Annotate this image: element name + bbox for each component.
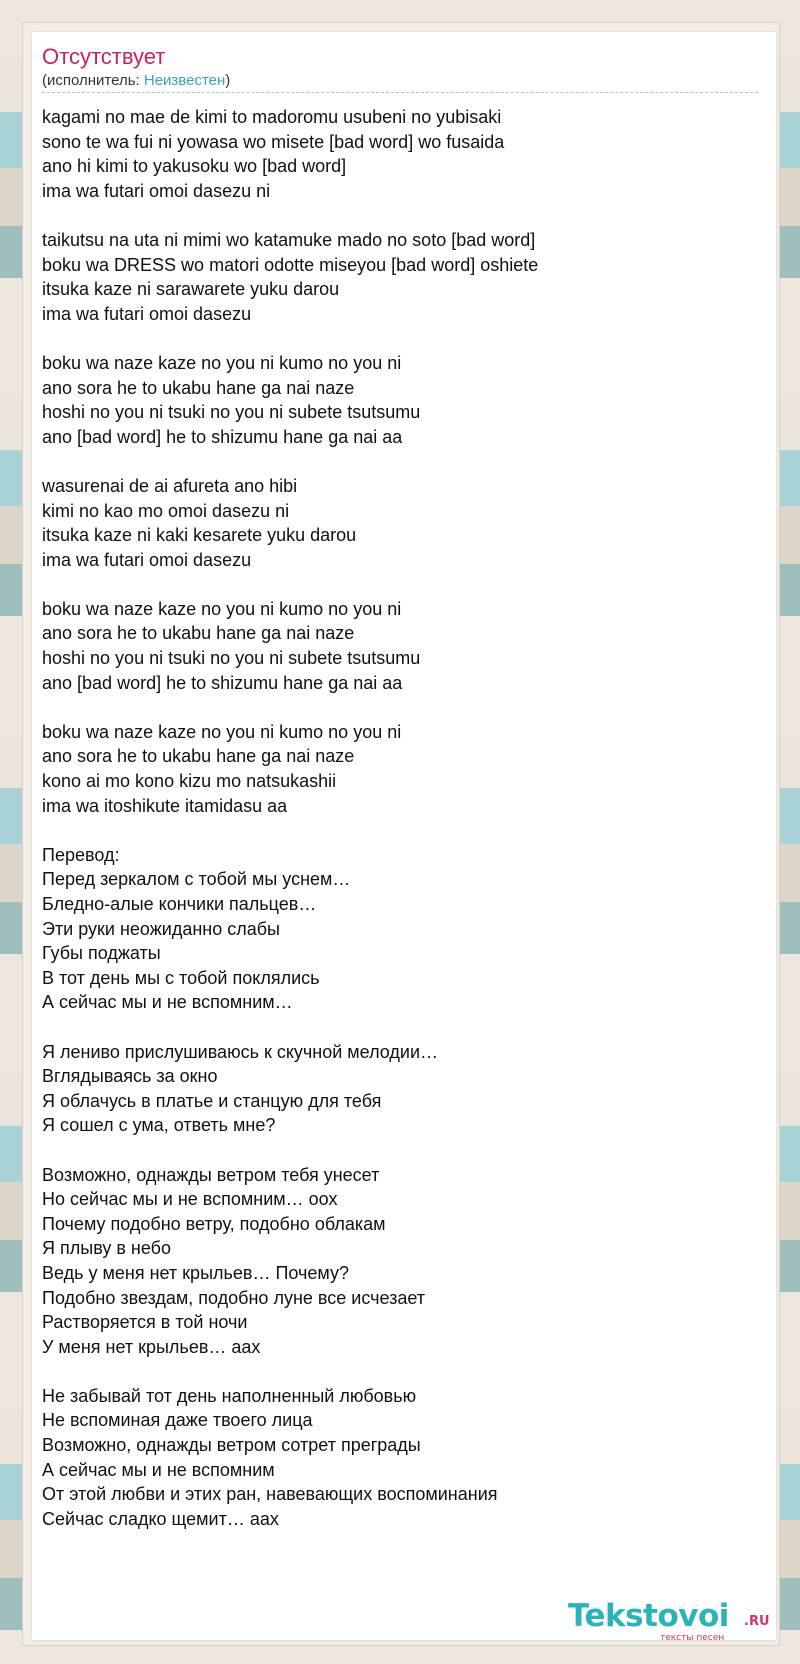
lyric-line: Эти руки неожиданно слабы xyxy=(42,918,280,939)
lyric-line: ano hi kimi to yakusoku wo [bad word] xyxy=(42,156,347,177)
lyric-line: Подобно звездам, подобно луне все исчезает xyxy=(42,1287,426,1308)
lyric-line: Бледно-алые кончики пальцев… xyxy=(42,894,317,914)
lyric-line: kimi no kao mo omoi dasezu ni xyxy=(42,500,290,521)
lyric-line: ano sora he to ukabu hane ga nai naze xyxy=(42,377,355,398)
stanza-break xyxy=(42,571,762,596)
stanza-break xyxy=(42,1358,762,1383)
lyric-line: ima wa futari omoi dasezu ni xyxy=(42,180,271,201)
lyric-line: sono te wa fui ni yowasa wo misete [bad word] wo fusaida xyxy=(42,131,505,152)
lyric-line: У меня нет крыльев… аах xyxy=(42,1336,261,1357)
lyric-line: Возможно, однажды ветром сотрет преграды xyxy=(42,1435,421,1456)
lyric-line: Губы поджаты xyxy=(42,943,161,964)
lyric-line: boku wa naze kaze no you ni kumo no you ni xyxy=(42,598,402,619)
lyric-line: ano [bad word] he to shizumu hane ga nai aa xyxy=(42,672,403,693)
lyric-line: ano sora he to ukabu hane ga nai naze xyxy=(42,746,355,767)
lyrics-text xyxy=(42,104,762,1530)
lyric-line: Не вспоминая даже твоего лица xyxy=(42,1410,313,1431)
lyric-line: Перевод: xyxy=(42,844,120,865)
lyric-line: Вглядываясь за окно xyxy=(42,1066,218,1087)
lyric-line: Возможно, однажды ветром тебя унесет xyxy=(42,1164,380,1185)
logo-wordmark: Tekstovoi xyxy=(568,1598,729,1634)
stanza-break xyxy=(42,448,762,473)
lyric-line: ima wa futari omoi dasezu xyxy=(42,549,252,570)
lyric-line: Я плыву в небо xyxy=(42,1238,171,1259)
lyric-line: Ведь у меня нет крыльев… Почему? xyxy=(42,1262,349,1283)
site-logo[interactable] xyxy=(568,1598,778,1648)
lyric-line: В тот день мы с тобой поклялись xyxy=(42,967,320,988)
lyric-line: boku wa naze kaze no you ni kumo no you ni xyxy=(42,721,402,742)
logo-tagline: тексты песен xyxy=(660,1633,725,1643)
lyric-line: Почему подобно ветру, подобно облакам xyxy=(42,1213,386,1234)
lyric-line: Я лениво прислушиваюсь к скучной мелодии… xyxy=(42,1041,438,1062)
lyric-line: Но сейчас мы и не вспомним… оох xyxy=(42,1189,338,1210)
lyric-line: ano [bad word] he to shizumu hane ga nai aa xyxy=(42,426,403,447)
lyric-line: kagami no mae de kimi to madoromu usubeni no yubisaki xyxy=(42,107,502,127)
stanza-break xyxy=(42,202,762,227)
lyric-line: ima wa futari omoi dasezu xyxy=(42,303,252,324)
lyric-line: taikutsu na uta ni mimi wo katamuke mado no soto [bad word] xyxy=(42,229,536,250)
artist-prefix: (исполнитель: xyxy=(42,72,144,89)
lyric-line: wasurenai de ai afureta ano hibi xyxy=(42,475,298,496)
lyric-line: Растворяется в той ночи xyxy=(42,1312,248,1333)
lyric-line: hoshi no you ni tsuki no you ni subete tsutsumu xyxy=(42,402,421,423)
lyric-line: itsuka kaze ni kaki kesarete yuku darou xyxy=(42,525,357,546)
lyric-line: Я облачусь в платье и станцую для тебя xyxy=(42,1090,382,1111)
lyric-line: Я сошел с ума, ответь мне? xyxy=(42,1115,276,1136)
lyric-line: kono ai mo kono kizu mo natsukashii xyxy=(42,771,337,792)
lyric-line: boku wa naze kaze no you ni kumo no you ni xyxy=(42,352,402,373)
stanza-break xyxy=(42,325,762,350)
lyric-line: Перед зеркалом с тобой мы уснем… xyxy=(42,869,351,890)
stanza-break xyxy=(42,1137,762,1162)
logo-tld: .RU xyxy=(744,1614,770,1629)
stanza-break xyxy=(42,817,762,842)
lyric-line: Не забывай тот день наполненный любовью xyxy=(42,1385,417,1406)
lyric-line: ima wa itoshikute itamidasu aa xyxy=(42,795,288,816)
song-title: Отсутствует xyxy=(42,44,166,69)
lyric-line: От этой любви и этих ран, навевающих воспоминания xyxy=(42,1484,498,1505)
lyric-line: А сейчас мы и не вспомним xyxy=(42,1459,275,1480)
lyric-line: ano sora he to ukabu hane ga nai naze xyxy=(42,623,355,644)
lyric-line: itsuka kaze ni sarawarete yuku darou xyxy=(42,279,340,300)
stanza-break xyxy=(42,1014,762,1039)
lyric-line: А сейчас мы и не вспомним… xyxy=(42,992,293,1013)
header-divider xyxy=(42,92,758,93)
lyric-line: hoshi no you ni tsuki no you ni subete tsutsumu xyxy=(42,648,421,669)
lyric-line: Сейчас сладко щемит… аах xyxy=(42,1508,279,1529)
stanza-break xyxy=(42,694,762,719)
lyric-line: boku wa DRESS wo matori odotte miseyou [bad word] oshiete xyxy=(42,254,539,275)
artist-link[interactable]: Неизвестен xyxy=(143,72,226,89)
artist-line xyxy=(42,72,230,90)
artist-suffix: ) xyxy=(225,72,231,89)
